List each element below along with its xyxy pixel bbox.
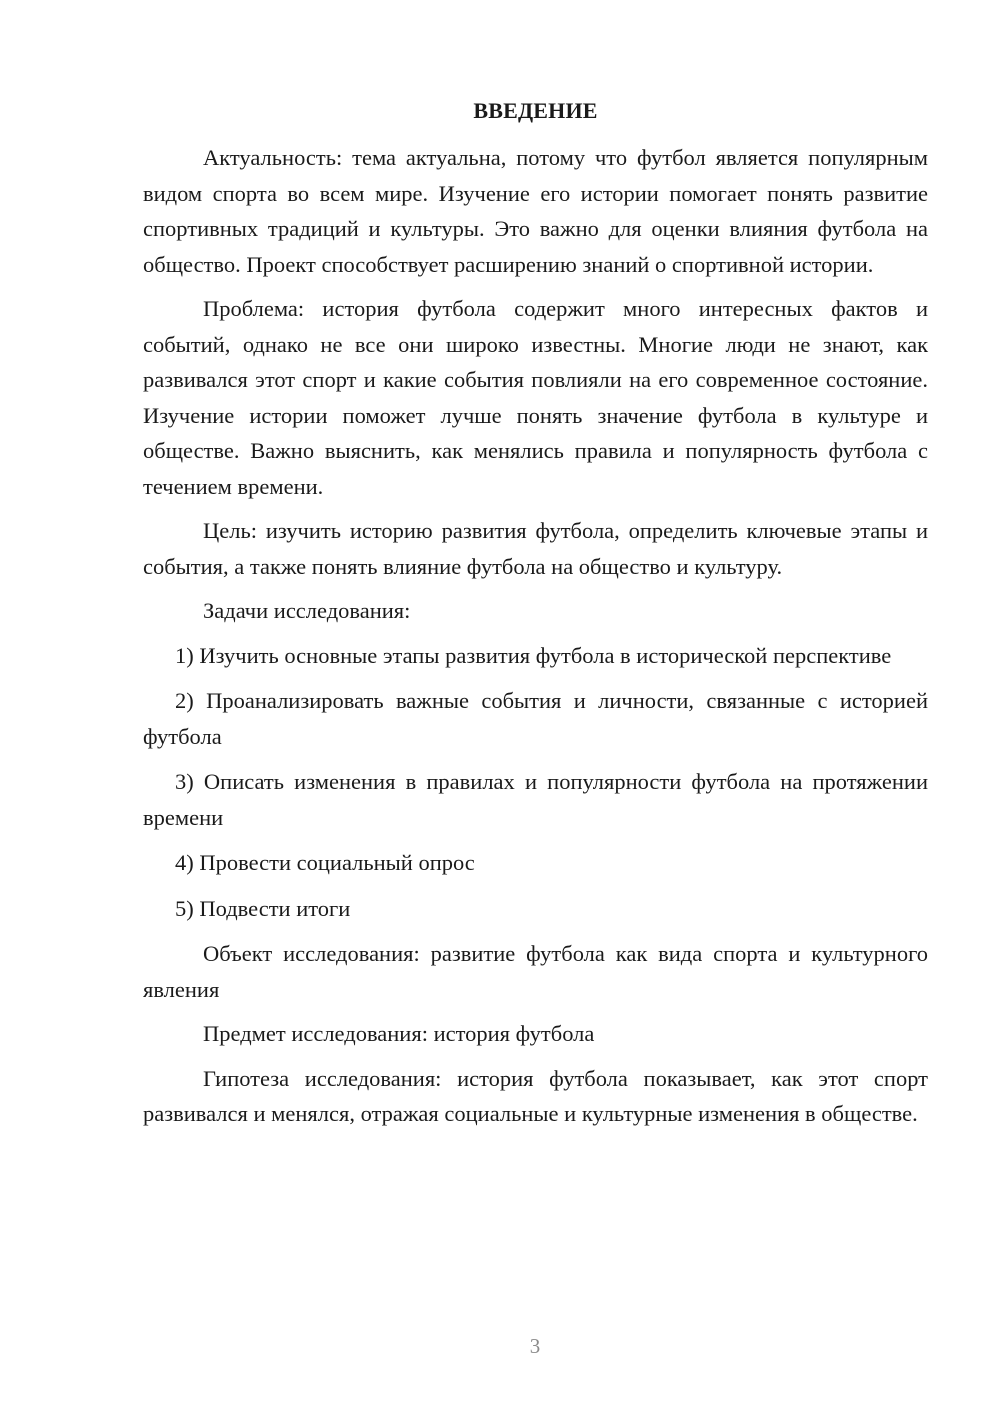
problem-paragraph: Проблема: история футбола содержит много интересных фактов и событий, однако не все они широко известны. Многие люди не знают, как развивался этот спорт и какие события повлияли на его современное состояние. Изучение истории поможет лучше понять значение футбола в культуре и обществе. Важно выяснить, как менялись правила и популярность футбола с течением времени. [143, 296, 928, 499]
task-item-1: 1) Изучить основные этапы развития футбола в исторической перспективе [175, 642, 892, 668]
relevance-paragraph: Актуальность: тема актуальна, потому что футбол является популярным видом спорта во всем мире. Изучение его истории помогает понять развитие спортивных традиций и культуры. Это важно для оценки влияния футбола на общество. Проект способствует расширению знаний о спортивной истории. [143, 145, 928, 277]
task-item-5: 5) Подвести итоги [175, 895, 351, 921]
goal-paragraph: Цель: изучить историю развития футбола, определить ключевые этапы и события, а также понять влияние футбола на общество и культуру. [143, 518, 928, 579]
page-content [143, 96, 928, 1141]
task-item-2: 2) Проанализировать важные события и личности, связанные с историей футбола [143, 688, 928, 749]
subject-paragraph: Предмет исследования: история футбола [203, 1021, 595, 1046]
page-title: ВВЕДЕНИЕ [473, 98, 598, 123]
hypothesis-paragraph: Гипотеза исследования: история футбола показывает, как этот спорт развивался и менялся, отражая социальные и культурные изменения в обществе. [143, 1065, 928, 1126]
task-item-3: 3) Описать изменения в правилах и популярности футбола на протяжении времени [143, 769, 928, 830]
task-item-4: 4) Провести социальный опрос [175, 850, 475, 875]
object-paragraph: Объект исследования: развитие футбола как вида спорта и культурного явления [143, 941, 928, 1002]
tasks-heading: Задачи исследования: [203, 598, 411, 623]
page-number: 3 [529, 1334, 541, 1358]
